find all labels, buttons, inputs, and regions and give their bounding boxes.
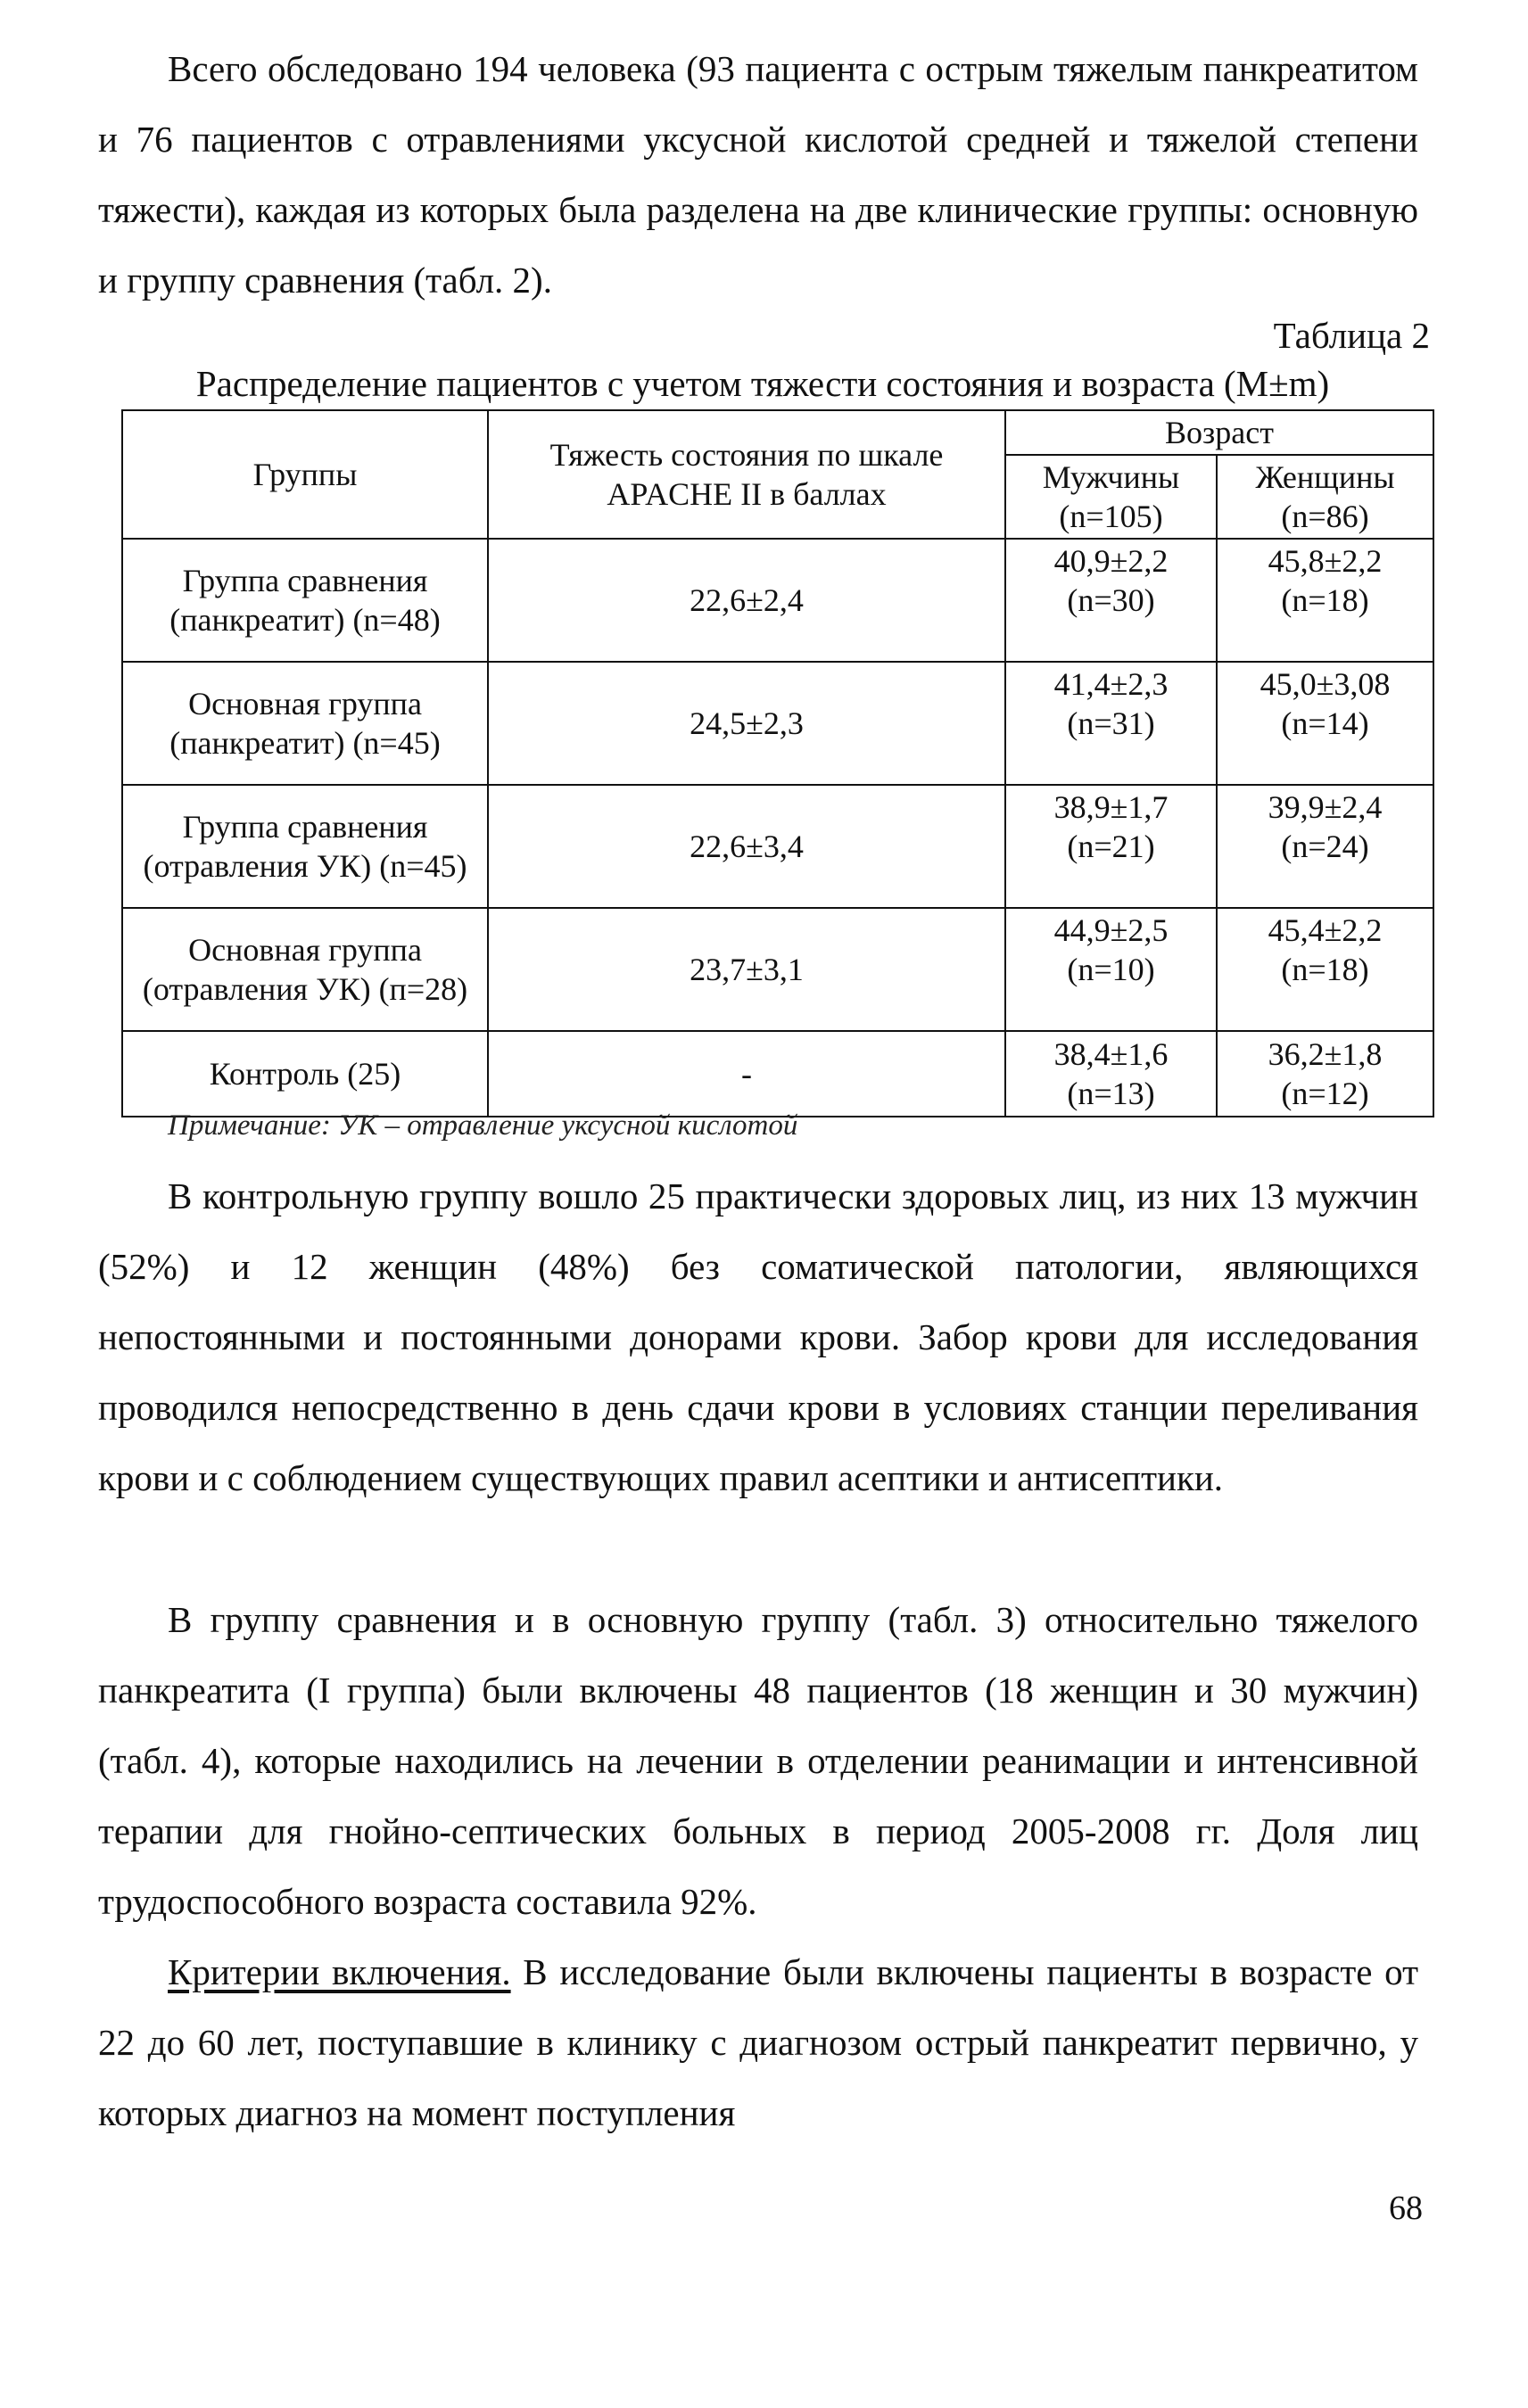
cell-severity: 23,7±3,1 [488, 908, 1005, 1031]
paragraph-comparison-group [98, 1585, 1418, 1937]
inclusion-criteria-text: В исследование были включены пациенты в возрасте от 22 до 60 лет, поступавшие в клинику с диагнозом острый панкреатит первично, у которых диагноз на момент поступления [98, 1951, 1419, 2133]
inclusion-criteria-heading: Критерии включения. [168, 1951, 511, 1992]
table-title: Распределение пациентов с учетом тяжести состояния и возраста (M±m) [195, 363, 1330, 404]
cell-severity: - [488, 1031, 1005, 1117]
cell-group: Группа сравнения (отравления УК) (n=45) [122, 785, 488, 908]
header-female: Женщины (n=86) [1217, 455, 1433, 539]
cell-severity: 22,6±3,4 [488, 785, 1005, 908]
cell-group: Группа сравнения (панкреатит) (n=48) [122, 539, 488, 662]
cell-group: Основная группа (панкреатит) (n=45) [122, 662, 488, 785]
cell-female: 36,2±1,8 (n=12) [1217, 1031, 1433, 1117]
cell-male: 40,9±2,2 (n=30) [1005, 539, 1217, 662]
cell-male: 38,9±1,7 (n=21) [1005, 785, 1217, 908]
page-number: 68 [1389, 2189, 1423, 2227]
paragraph-intro-text: Всего обследовано 194 человека (93 пациента с острым тяжелым панкреатитом и 76 пациентов с отравлениями уксусной кислотой средней и тяжелой степени тяжести), каждая из которых была разделена на две клинические группы: основную и группу сравнения (табл. 2). [98, 48, 1418, 301]
table-row [122, 785, 1433, 908]
table-row [122, 662, 1433, 785]
cell-female: 45,4±2,2 (n=18) [1217, 908, 1433, 1031]
table-note: Примечание: УК – отравление уксусной кислотой [168, 1109, 798, 1142]
cell-female: 45,0±3,08 (n=14) [1217, 662, 1433, 785]
paragraph-inclusion-criteria [98, 1937, 1418, 2148]
cell-male: 41,4±2,3 (n=31) [1005, 662, 1217, 785]
cell-group: Контроль (25) [122, 1031, 488, 1117]
paragraph-control-group [98, 1161, 1418, 1513]
header-severity: Тяжесть состояния по шкале APACHE II в баллах [488, 410, 1005, 539]
cell-male: 44,9±2,5 (n=10) [1005, 908, 1217, 1031]
header-age: Возраст [1005, 410, 1433, 455]
cell-female: 39,9±2,4 (n=24) [1217, 785, 1433, 908]
table-row [122, 539, 1433, 662]
cell-male: 38,4±1,6 (n=13) [1005, 1031, 1217, 1117]
paragraph-control-group-text: В контрольную группу вошло 25 практически здоровых лиц, из них 13 мужчин (52%) и 12 женщин (48%) без соматической патологии, являющихся непостоянными и постоянными донорами крови. Забор крови для исследования проводился непосредственно в день сдачи крови в условиях станции переливания крови и с соблюдением существующих правил асептики и антисептики. [98, 1175, 1418, 1498]
cell-severity: 24,5±2,3 [488, 662, 1005, 785]
table-label: Таблица 2 [1273, 315, 1430, 356]
cell-female: 45,8±2,2 (n=18) [1217, 539, 1433, 662]
cell-severity: 22,6±2,4 [488, 539, 1005, 662]
paragraph-comparison-group-text: В группу сравнения и в основную группу (табл. 3) относительно тяжелого панкреатита (I группа) были включены 48 пациентов (18 женщин и 30 мужчин) (табл. 4), которые находились на лечении в отделении реанимации и интенсивной терапии для гнойно-септических больных в период 2005-2008 гг. Доля лиц трудоспособного возраста составила 92%. [98, 1599, 1418, 1922]
header-male: Мужчины (n=105) [1005, 455, 1217, 539]
table-row [122, 1031, 1433, 1117]
cell-group: Основная группа (отравления УК) (п=28) [122, 908, 488, 1031]
paragraph-intro [98, 34, 1418, 316]
header-groups: Группы [122, 410, 488, 539]
distribution-table [121, 409, 1434, 1117]
table-row [122, 908, 1433, 1031]
